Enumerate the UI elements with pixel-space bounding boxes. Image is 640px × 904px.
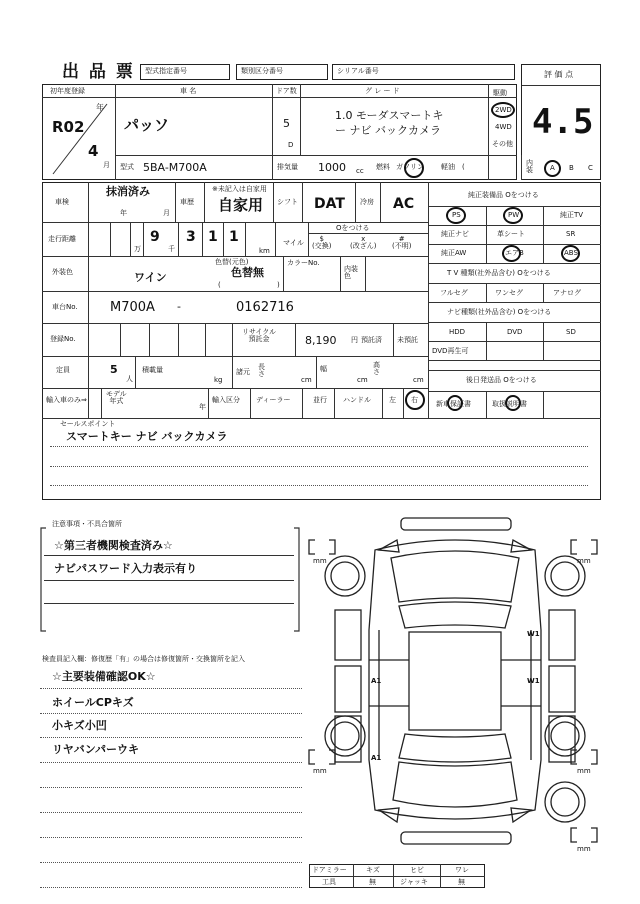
interior-grade-c: C: [588, 164, 593, 172]
damage-mark-w1-right: W1: [527, 677, 540, 685]
history-value: 自家用: [218, 196, 264, 214]
serial-number-label: シリアル番号: [337, 67, 379, 75]
legend-tools: 工具: [322, 878, 336, 886]
color-number-label: カラーNo.: [287, 259, 320, 267]
doors-value: 5: [283, 117, 290, 130]
fuel-gasoline-circle: [404, 158, 424, 178]
exterior-color-value: ワイン: [134, 271, 167, 284]
first-registration-label: 初年度登録: [50, 87, 85, 95]
handle-label: ハンドル: [343, 396, 371, 404]
type-designation-label: 型式指定番号: [145, 67, 187, 75]
registration-label: 登録No.: [50, 335, 76, 343]
recycle-not-prepaid: 未預託: [397, 336, 418, 344]
inspector-label: 検査員記入欄：修復歴「有」の場合は修復箇所・交換箇所を記入: [42, 655, 245, 663]
equipment-title: 純正装備品 Oをつける: [468, 191, 539, 199]
mileage-man-unit: 万: [134, 245, 141, 253]
mileage-digit-4: 1: [229, 229, 239, 245]
evaluation-label: 評 価 点: [544, 70, 574, 79]
recolor-paren-open: (: [218, 281, 221, 289]
mileage-sen-unit: 千: [168, 245, 175, 253]
shaken-label: 車検: [55, 198, 69, 206]
car-damage-diagram: [305, 510, 605, 860]
interior-grade-label: 内装: [526, 159, 533, 174]
handle-left: 左: [389, 396, 396, 404]
type-designation-field: [140, 64, 230, 80]
equip-sr: SR: [566, 230, 576, 238]
displacement-value: 1000: [318, 161, 346, 174]
equip-airbag: エアB: [505, 249, 524, 257]
recolor-value: 色替無: [231, 266, 264, 279]
mm-front-right: mm: [577, 557, 591, 565]
width-label: 幅: [320, 365, 327, 373]
later-warranty-circle: [447, 395, 463, 411]
mileage-unknown: # (不明): [392, 235, 412, 250]
drive-label: 駆動: [493, 89, 507, 97]
interior-grade-a-circle: [544, 160, 561, 177]
interior-color-label: 内装 色: [344, 265, 358, 280]
height-unit: cm: [413, 376, 424, 384]
height-label: 高さ: [373, 361, 380, 376]
later-manual-circle: [505, 395, 521, 411]
mm-rear-right: mm: [577, 767, 591, 775]
drive-2wd-circle: [491, 102, 515, 118]
legend-break: ワレ: [455, 866, 469, 874]
load-unit: kg: [214, 376, 223, 384]
handle-right-circle: [405, 390, 425, 410]
recycle-value: 8,190: [305, 334, 337, 347]
fuel-diesel: 軽油: [441, 163, 455, 171]
history-label: 車歴: [180, 198, 194, 206]
category-number-field: [236, 64, 328, 80]
navi-sd: SD: [566, 328, 576, 336]
equip-airbag-circle: [502, 245, 521, 262]
selling-points-text: スマートキー ナビ バックカメラ: [66, 430, 228, 443]
mileage-km-unit: km: [259, 247, 270, 255]
drive-4wd: 4WD: [495, 123, 512, 131]
later-shipment-title: 後日発送品 Oをつける: [466, 376, 537, 384]
ac-label: 冷房: [360, 198, 374, 206]
notes-line-2: ナビパスワード入力表示有り: [54, 562, 197, 575]
recolor-label: 色替(元色): [215, 258, 249, 266]
notes-label: 注意事項・不具合箇所: [52, 520, 122, 528]
damage-mark-a1-rear: A1: [371, 754, 382, 762]
ac-value: AC: [393, 196, 415, 212]
doors-label: ドア数: [276, 87, 297, 95]
damage-mark-w1-front-right: W1: [527, 630, 540, 638]
inspector-line-2: ホイールCPキズ: [52, 696, 134, 709]
later-manual: 取扱説明書: [492, 400, 527, 408]
width-unit: cm: [357, 376, 368, 384]
inspector-line-1: ☆主要装備確認OK☆: [52, 670, 156, 683]
tv-fullseg: フルセグ: [440, 289, 468, 297]
selling-points-label: セールスポイント: [60, 420, 116, 428]
equip-navi: 純正ナビ: [441, 230, 469, 238]
mileage-circle-note: Oをつける: [336, 224, 370, 232]
shift-label: シフト: [277, 198, 298, 206]
import-dealer: ディーラー: [256, 396, 291, 404]
equip-abs: ABS: [564, 249, 578, 257]
legend-crack: ヒビ: [410, 866, 424, 874]
month-unit: 月: [103, 161, 110, 169]
shaken-year-unit: 年: [120, 209, 127, 217]
drive-2wd: 2WD: [495, 106, 512, 114]
inspector-line-4: リヤバンパーウキ: [52, 743, 140, 756]
model-value: 5BA-M700A: [143, 161, 207, 174]
registration-month: 4: [88, 142, 99, 160]
displacement-label: 排気量: [277, 163, 298, 171]
legend-door-mirror: ドアミラー: [312, 866, 347, 874]
navi-type-title: ナビ種類(社外品含む) Oをつける: [447, 308, 552, 316]
handle-right: 右: [411, 396, 418, 404]
evaluation-score: 4.5: [532, 102, 594, 142]
mm-spare: mm: [577, 845, 591, 853]
fuel-paren: (: [462, 163, 465, 171]
mileage-tampered: x (改ざん): [350, 235, 377, 250]
equip-ps: PS: [452, 211, 461, 219]
legend-scratch: キズ: [366, 866, 380, 874]
drive-other: その他: [492, 140, 513, 148]
chassis-number: 0162716: [236, 300, 294, 315]
capacity-value: 5: [110, 363, 118, 376]
fuel-label: 燃料: [376, 163, 390, 171]
car-name-label: 車 名: [180, 87, 197, 95]
mileage-digit-1: 9: [150, 229, 160, 245]
dvd-playback-label: DVD再生可: [432, 347, 469, 355]
tv-analog: アナログ: [553, 289, 581, 297]
form-title: 出 品 票: [62, 62, 135, 82]
tv-type-title: T V 種類(社外品含む) Oをつける: [447, 269, 551, 277]
navi-dvd: DVD: [507, 328, 523, 336]
chassis-label: 車台No.: [52, 303, 78, 311]
model-year-label: モデル 年式: [106, 390, 127, 405]
doors-unit: D: [288, 141, 294, 149]
exterior-color-label: 外装色: [52, 268, 73, 276]
load-label: 積載量: [142, 366, 163, 374]
length-unit: cm: [301, 376, 312, 384]
category-number-label: 類別区分番号: [241, 67, 283, 75]
serial-number-field: [332, 64, 515, 80]
displacement-unit: cc: [356, 167, 364, 175]
mileage-mile-label: マイル: [283, 239, 304, 247]
tv-oneseg: ワンセグ: [495, 289, 523, 297]
grade-line-1: 1.0 モーダスマートキ: [335, 109, 444, 122]
mm-rear-left: mm: [313, 767, 327, 775]
equip-leather: 革シート: [497, 230, 525, 238]
interior-grade-b: B: [569, 164, 574, 172]
equip-abs-circle: [561, 245, 580, 262]
notes-line-1: ☆第三者機関検査済み☆: [54, 539, 173, 552]
navi-hdd: HDD: [449, 328, 466, 336]
dimensions-label: 諸元: [236, 368, 250, 376]
equip-tv: 純正TV: [560, 211, 584, 219]
legend-jack: ジャッキ: [400, 878, 428, 886]
import-only-label: 輸入車のみ⇒: [46, 396, 87, 404]
equip-aw: 純正AW: [441, 249, 467, 257]
legend-tools-value: 無: [369, 878, 376, 886]
import-class-label: 輸入区分: [212, 396, 240, 404]
equip-pw-circle: [503, 207, 523, 224]
fuel-gasoline: ガソリン: [396, 163, 424, 171]
registration-era-year: R02: [52, 118, 85, 136]
mileage-digit-3: 1: [208, 229, 218, 245]
recycle-label: リサイクル 預託金: [242, 328, 277, 343]
shift-value: DAT: [314, 196, 345, 212]
grade-line-2: ー ナビ バックカメラ: [335, 124, 441, 137]
capacity-unit: 人: [126, 375, 133, 383]
history-note: ※未記入は自家用: [212, 185, 267, 193]
shaken-month-unit: 月: [163, 209, 170, 217]
chassis-prefix: M700A: [110, 300, 155, 315]
capacity-label: 定員: [56, 366, 70, 374]
mileage-label: 走行距離: [48, 235, 76, 243]
length-label: 長さ: [258, 363, 265, 378]
import-parallel: 並行: [313, 396, 327, 404]
recycle-unit: 円: [351, 336, 358, 344]
damage-mark-a1-left: A1: [371, 677, 382, 685]
year-unit: 年: [96, 103, 104, 112]
model-label: 型式: [120, 163, 134, 171]
model-year-unit: 年: [199, 403, 206, 411]
recycle-prepaid: 預託済: [361, 336, 382, 344]
mileage-exchanged: $ (交換): [312, 235, 332, 250]
equip-pw: PW: [508, 211, 520, 219]
grade-label: グ レ ー ド: [365, 87, 400, 95]
recolor-paren-close: ): [277, 281, 280, 289]
legend-jack-value: 無: [458, 878, 465, 886]
shaken-value: 抹消済み: [106, 185, 150, 198]
inspector-line-3: 小キズ小凹: [52, 719, 107, 732]
mm-front-left: mm: [313, 557, 327, 565]
mileage-digit-2: 3: [186, 229, 196, 245]
later-warranty: 新車保証書: [436, 400, 471, 408]
car-name: パッソ: [124, 116, 170, 134]
interior-grade-a: A: [550, 164, 555, 172]
chassis-dash: -: [177, 300, 181, 313]
equip-ps-circle: [446, 207, 466, 224]
